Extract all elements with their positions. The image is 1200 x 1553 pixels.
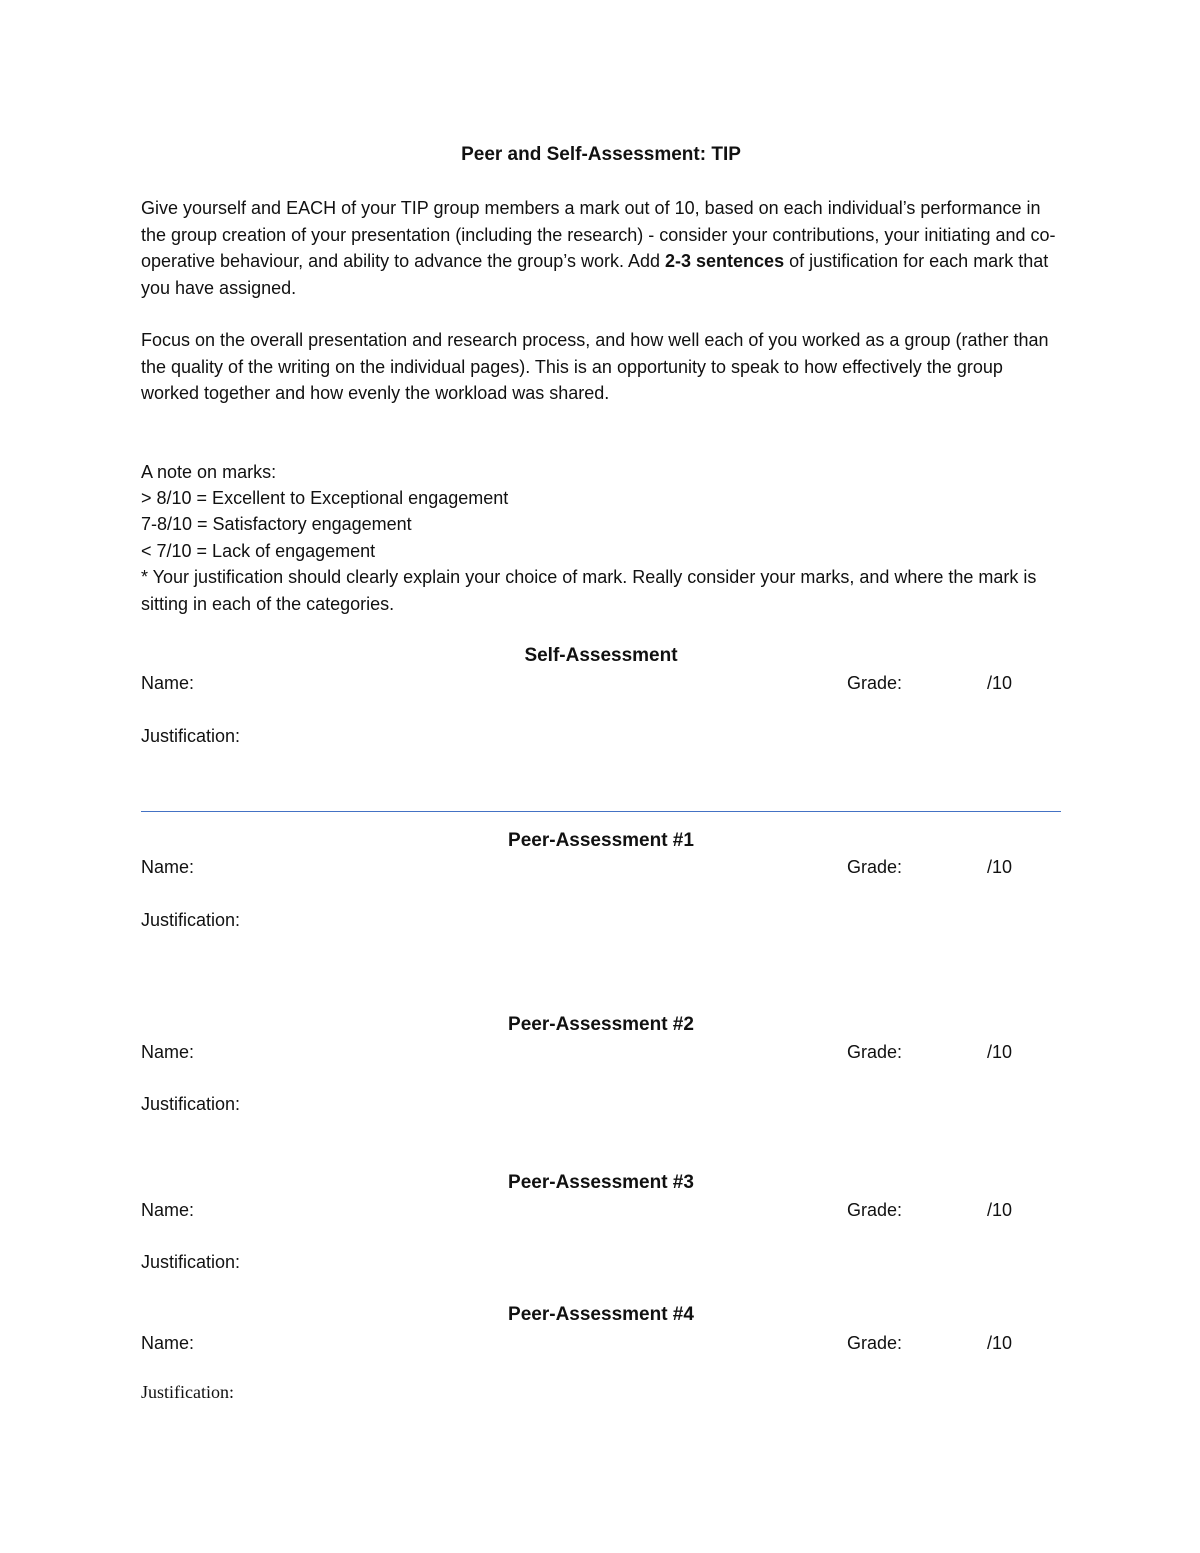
intro-text-end: of justification for each mark that you have assigned. xyxy=(141,251,1049,298)
grade-out-of: /10 xyxy=(987,1200,1013,1220)
page-title: Peer and Self-Assessment: TIP xyxy=(461,144,741,165)
name-label: Name: xyxy=(141,1042,195,1062)
grade-label: Grade: xyxy=(847,1042,903,1062)
justification-label: Justification: xyxy=(141,1252,241,1272)
name-label: Name: xyxy=(141,1333,195,1353)
grade-label: Grade: xyxy=(847,1333,903,1353)
section-heading: Peer-Assessment #3 xyxy=(508,1172,694,1193)
marks-note-footnote: * Your justification should clearly explain your choice of mark. Really consider your marks, and where the mark is sitting in each of the categories. xyxy=(141,567,1037,614)
grade-label: Grade: xyxy=(847,857,903,877)
name-label: Name: xyxy=(141,857,195,877)
marks-note-heading: A note on marks: xyxy=(141,462,277,482)
intro-bold-text: 2-3 sentences xyxy=(665,251,785,271)
name-label: Name: xyxy=(141,673,195,693)
grade-out-of: /10 xyxy=(987,857,1013,877)
grade-label: Grade: xyxy=(847,673,903,693)
section-heading: Peer-Assessment #2 xyxy=(508,1014,694,1035)
justification-label: Justification: xyxy=(141,910,241,930)
intro-paragraph xyxy=(141,195,1061,301)
grade-out-of: /10 xyxy=(987,1042,1013,1062)
intro-text: Give yourself and EACH of your TIP group members a mark out of 10, based on each individual’s performance in the group creation of your presentation (including the research) - consider your contributions, your initiating and co-operative behaviour, and ability to advance the group’s work. Add xyxy=(141,198,1056,271)
section-heading: Peer-Assessment #1 xyxy=(508,830,694,851)
marks-note-line: 7-8/10 = Satisfactory engagement xyxy=(141,514,412,534)
grade-out-of: /10 xyxy=(987,673,1013,693)
section-heading: Peer-Assessment #4 xyxy=(508,1304,694,1325)
marks-note-line: > 8/10 = Excellent to Exceptional engagement xyxy=(141,488,509,508)
justification-label: Justification: xyxy=(141,726,241,746)
justification-label: Justification: xyxy=(141,1094,241,1114)
section-heading: Self-Assessment xyxy=(524,645,678,666)
marks-note-line: < 7/10 = Lack of engagement xyxy=(141,541,376,561)
grade-out-of: /10 xyxy=(987,1333,1013,1353)
grade-label: Grade: xyxy=(847,1200,903,1220)
section-divider xyxy=(141,811,1061,812)
focus-paragraph: Focus on the overall presentation and research process, and how well each of you worked as a group (rather than the quality of the writing on the individual pages). This is an opportunity to speak to how effectively the group worked together and how evenly the workload was shared. xyxy=(141,330,1049,403)
name-label: Name: xyxy=(141,1200,195,1220)
justification-label: Justification: xyxy=(141,1382,234,1402)
